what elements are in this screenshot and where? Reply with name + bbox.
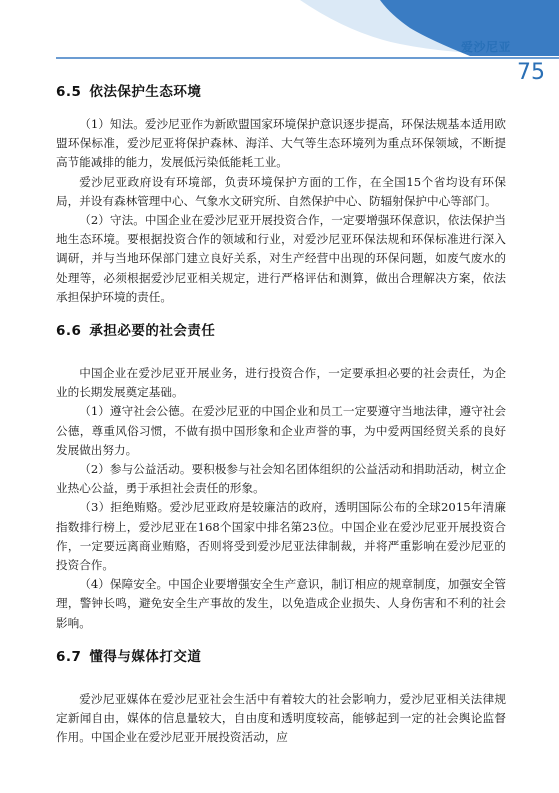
- section-heading: 依法保护生态环境: [89, 84, 202, 100]
- paragraph: （3）拒绝贿赂。爱沙尼亚政府是较廉洁的政府，透明国际公布的全球2015年清廉指数排行榜上，爱沙尼亚在168个国家中排名第23位。中国企业在爱沙尼亚开展投资合作，一定要远离商业贿赂，否则将受到爱沙尼亚法律制裁，并将严重影响在爱沙尼亚的投资合作。: [56, 500, 506, 573]
- section-number: 6.7: [56, 648, 82, 665]
- paragraph: （4）保障安全。中国企业要增强安全生产意识，制订相应的规章制度，加强安全管理，警钟长鸣，避免安全生产事故的发生，以免造成企业损失、人身伤害和不利的社会影响。: [56, 577, 506, 630]
- paragraph: （1）遵守社会公德。在爱沙尼亚的中国企业和员工一定要遵守当地法律，遵守社会公德，尊重风俗习惯，不做有损中国形象和企业声誉的事，为中爱两国经贸关系的良好发展做出努力。: [56, 404, 506, 457]
- paragraph: 爱沙尼亚媒体在爱沙尼亚社会生活中有着较大的社会影响力，爱沙尼亚相关法律规定新闻自由，媒体的信息量较大，自由度和透明度较高，能够起到一定的社会舆论监督作用。中国企业在爱沙尼亚开展投资活动，应: [56, 691, 506, 745]
- paragraph: 爱沙尼亚政府设有环境部，负责环境保护方面的工作，在全国15个省均设有环保局，并设有森林管理中心、气象水文研究所、自然保护中心、防辐射保护中心等部门。: [56, 174, 506, 208]
- section-title: [56, 321, 506, 341]
- page-content: [56, 82, 506, 761]
- paragraph: 中国企业在爱沙尼亚开展业务，进行投资合作，一定要承担必要的社会责任，为企业的长期发展奠定基础。: [56, 366, 506, 400]
- section-heading: 懂得与媒体打交道: [89, 648, 202, 665]
- section-6-7: [56, 647, 506, 748]
- section-title: [56, 647, 506, 667]
- section-number: 6.6: [56, 323, 82, 340]
- paragraph: （2）参与公益活动。要积极参与社会知名团体组织的公益活动和捐助活动，树立企业热心公益，勇于承担社会责任的形象。: [56, 462, 506, 496]
- paragraph: （1）知法。爱沙尼亚作为新欧盟国家环境保护意识逐步提高，环保法规基本适用欧盟环保标准，爱沙尼亚将保护森林、海洋、大气等生态环境列为重点环保领域，不断提高节能减排的能力，发展低污染低能耗工业。: [56, 117, 506, 170]
- page-number: 75: [517, 60, 545, 85]
- section-6-6: [56, 321, 506, 633]
- section-6-5: [56, 82, 506, 307]
- header-country-label: 爱沙尼亚: [460, 40, 511, 54]
- section-heading: 承担必要的社会责任: [89, 323, 216, 340]
- paragraph: （2）守法。中国企业在爱沙尼亚开展投资合作，一定要增强环保意识，依法保护当地生态环境。要根据投资合作的领域和行业，对爱沙尼亚环保法规和环保标准进行深入调研，并与当地环保部门建立良好关系，对生产经营中出现的环保问题，如废气废水的处理等，必须根据爱沙尼亚相关规定，进行严格评估和测算，做出合理解决方案，依法承担保护环境的责任。: [56, 213, 506, 304]
- section-number: 6.5: [56, 84, 82, 100]
- section-title: [56, 82, 506, 102]
